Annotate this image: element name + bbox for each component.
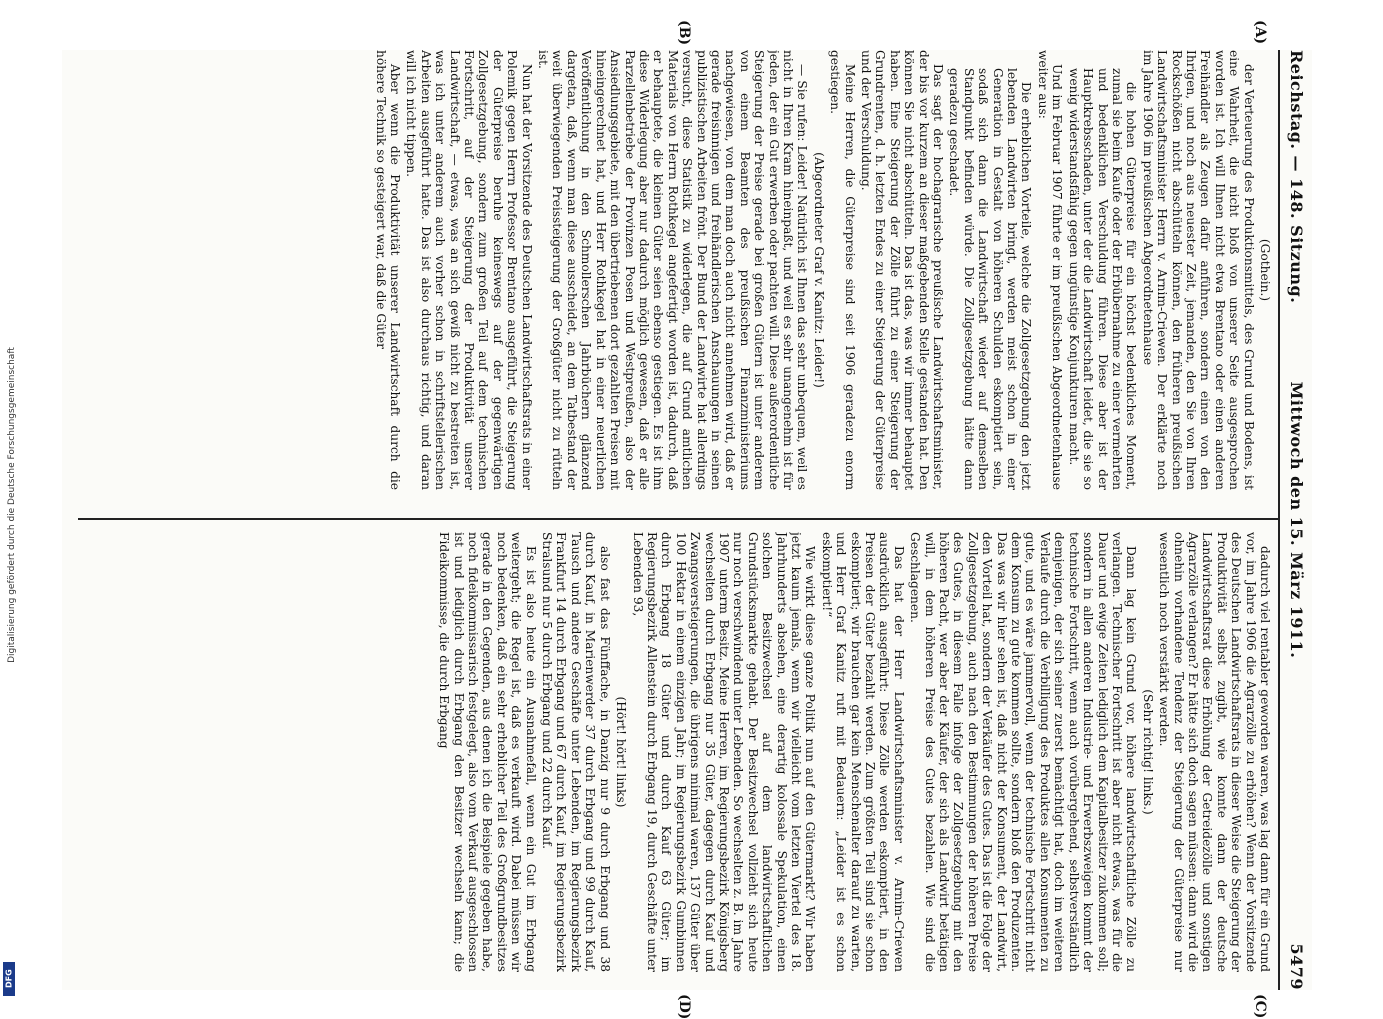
paragraph: Es ist also heute ein Ausnahmefall, wenn ein Gut im Erbgang weitergeht; die Regel ist, daß es verkauft wird. Dabei müssen wir noch bedenken, daß ein sehr erheblicher Teil des Großgrundbesitzes gerade in den Gegenden, aus denen ich die Beispiele gegeben habe, noch fideikommissarisch festgelegt, also vom Verkauf ausgeschlossen ist und lediglich durch Erbgang den Besitzer wechseln kann; die Fideikommisse, die durch Erbgang xyxy=(437,532,538,972)
margin-mark-b: (B) xyxy=(676,20,692,46)
header-date: Mittwoch den 15. März 1911. xyxy=(1287,381,1306,659)
paragraph: Das hat der Herr Landwirtschaftsminister v. Arnim-Criewen ausdrücklich ausgeführt: Diese Zölle werden eskomptiert, in den Preisen der Güter bezahlt werden. Zum größten Teil sind sie schon eskomptiert; wir brauchen gar kein Menschenalter darauf zu warten, und Herr Graf Kanitz ruft mit Bedauern: „Leider ist es schon eskomptiert!“ xyxy=(819,532,906,972)
margin-mark-c: (C) xyxy=(1252,994,1268,1019)
paragraph: Das sagt der hochagrarische preußische Landwirtschaftsminister, der bis vor kurzem an dieser maßgebenden Stelle gestanden hat. Den können Sie nicht abschütteln. Das ist das, was wir immer behauptet haben. Eine Steigerung der Zölle führt zu einer Steigerung der Grundrenten, d. h. letzten Endes zu einer Steigerung der Güterpreise und der Verschuldung. xyxy=(859,50,946,490)
margin-mark-d: (D) xyxy=(676,994,692,1019)
margin-mark-a: (A) xyxy=(1252,20,1268,45)
page-number: 5479 xyxy=(1287,943,1306,990)
paragraph: Die erheblichen Vorteile, welche die Zollgesetzgebung den jetzt lebenden Landwirten bringt, werden meist schon in einer Generation in Gestalt von höheren Schulden eskomptiert sein, sodaß sich dann die Landwirtschaft wieder auf demselben Standpunkt befinden würde. Die Zollgesetzgebung hätte dann geradezu geschadet. xyxy=(947,68,1034,490)
paragraph: die hohen Güterpreise für ein höchst bedenkliches Moment, zumal sie beim Kaufe oder der Erbübernahme zu einer vermehrten und bedenklichen Verschuldung führen. Diese aber ist der Hauptkrebsschaden, unter der die Landwirtschaft leidet, die sie so wenig widerstandsfähig gegen ungünstige Konjunkturen macht. xyxy=(1066,68,1139,490)
left-text-column xyxy=(82,50,1272,490)
page-header xyxy=(1278,50,1312,990)
paragraph: (Sehr richtig! links.) xyxy=(1140,689,1155,815)
paragraph: Nun hat der Vorsitzende des Deutschen Landwirtschaftsrats in einer Polemik gegen Herrn Professor Brentano ausgeführt, die Steigerung der Güterpreise beruhe keineswegs auf der gegenwärtigen Zollgesetzgebung, sondern zum großen Teil auf dem technischen Fortschritt, auf der Steigerung der Produktivität unserer Landwirtschaft, — etwas, was an sich gewiß nicht zu bestreiten ist, was ich unter anderem auch vorher schon in schriftstellerischen Arbeiten ausgeführt hatte. Das ist also durchaus richtig, und daran will ich nicht tippen. xyxy=(404,50,534,490)
paragraph: dadurch viel rentabler geworden waren, was lag dann für ein Grund vor, im Jahre 1906 die Agrarzölle zu erhöhen? Wenn der Vorsitzende des Deutschen Landwirtschaftsrats in dieser Weise die Steigerung der Produktivität selbst zugibt, wie konnte dann der deutsche Landwirtschaftsrat diese Erhöhung der Getreidezölle und sonstigen Agrarzölle verlangen? Er hätte sich doch sagen müssen: dann wird die ohnehin vorhandene Tendenz der Steigerung der Güterpreise nur wesentlich noch verstärkt werden. xyxy=(1157,532,1272,972)
header-left: Reichstag. — 148. Sitzung. xyxy=(1287,50,1306,304)
right-text-column xyxy=(82,532,1272,972)
paragraph: also fast das Fünffache, in Danzig nur 9 durch Erbgang und 38 durch Kauf, in Marienwerder 37 durch Erbgang und 99 durch Kauf, Tausch und andere Geschäfte unter Lebenden, im Regierungsbezirk Frankfurt 14 durch Erbgang und 67 durch Kauf, im Regierungsbezirk Stralsund nur 5 durch Erbgang und 22 durch Kauf. xyxy=(540,532,612,972)
paragraph: der Verteuerung des Produktionsmittels, des Grund und Bodens, ist eine Wahrheit, die nicht bloß von unserer Seite ausgesprochen worden ist. Ich will Ihnen nicht etwa Brentano oder einen anderen Freihändler als Zeugen dafür anführen, sondern einen von den Ihrigen, und noch aus neuester Zeit, jemanden, den Sie von Ihren Rockschößen nicht abschütteln können, den früheren preußischen Landwirtschaftsminister Herrn v. Arnim-Criewen. Der erklärte noch im Jahre 1906 im preußischen Abgeordnetenhause xyxy=(1140,50,1256,490)
paragraph: (Hört! hört! links) xyxy=(614,696,629,808)
paragraph: Dann lag kein Grund vor, höhere landwirtschaftliche Zölle zu verlangen. Technischer Fortschritt ist aber nicht etwas, was für die Dauer und ewige Zeiten lediglich dem Kapitalbesitzer zukommen soll; sondern in allen anderen Industrie- und Erwerbszweigen kommt der technische Fortschritt, wenn auch vorübergehend, selbstverständlich demjenigen, der sich seiner zuerst bemächtigt hat, doch im weiteren Verlaufe durch die Verbilligung des Produktes allen Konsumenten zu gute, und es wäre jammervoll, wenn der technische Fortschritt nicht dem Konsum zu gute kommen sollte, sondern bloß den Produzenten. Das was wir hier sehen ist, daß nicht der Konsument, der Landwirt, den Vorteil hat, sondern der Verkäufer des Gutes. Das ist die Folge der Zollgesetzgebung, auch nach den Bestimmungen der höheren Preise des Gutes, in diesem Falle infolge der Zollgesetzgebung mit den höheren Pacht, wer aber der Käufer, der sich als Landwirt betätigen will, in dem höheren Preise des Gutes bezahlen. Wie sind die Geschlagenen. xyxy=(908,532,1139,972)
paragraph: Aber wenn die Produktivität unserer Landwirtschaft durch die höhere Technik so gesteigert war, daß die Güter xyxy=(373,50,403,490)
rotated-document-page xyxy=(62,20,1312,1019)
column-divider xyxy=(78,518,1278,520)
paragraph: Und im Februar 1907 führte er im preußischen Abgeordnetenhause weiter aus: xyxy=(1035,50,1065,490)
paragraph: (Abgeordneter Graf v. Kanitz: Leider!) xyxy=(811,152,826,388)
paragraph: (Gothein.) xyxy=(1258,238,1272,302)
paragraph: Wie wirkt diese ganze Politik nun auf den Gütermarkt? Wir haben jetzt kaum jemals, wenn wir vielleicht vom letzten Viertel des 18. Jahrhunderts absehen, eine derartig kolossale Spekulation, einen solchen Besitzwechsel auf dem landwirtschaftlichen Grundstücksmarkte gehabt. Der Besitzwechsel vollzieht sich heute nur noch verschwindend unter Lebenden. So wechselten z. B. im Jahre 1907 unterm Besitz. Meine Herren, im Regierungsbezirk Königsberg wechselten durch Erbgang nur 35 Güter, dagegen durch Kauf und Zwangsversteigerungen, die übrigens minimal waren, 137 Güter über 100 Hektar in einem einzigen Jahr; im Regierungsbezirk Gumbinnen durch Erbgang 18 Güter und durch Kauf 63 Güter; im Regierungsbezirk Allenstein durch Erbgang 19, durch Geschäfte unter Lebenden 93, xyxy=(630,532,818,972)
paragraph: — Sie rufen: Leider! Natürlich ist Ihnen das sehr unbequem, weil es nicht in Ihren Kram hineinpaßt, und weil es sehr unangenehm ist für jeden, der ein Gut erwerben oder pachten will. Diese außerordentliche Steigerung der Preise gerade bei großen Gütern ist unter anderem von einem Beamten des preußischen Finanzministeriums nachgewiesen, von dem man doch auch nicht annehmen wird, daß er gerade freisinnigen und freihändlerischen Anschauungen in seinen publizistischen Arbeiten frönt. Der Bund der Landwirte hat allerdings versucht, diese Statistik zu widerlegen, die auf Grund amtlichen Materials von Herrn Rothkegel angefertigt worden ist, dadurch, daß er behauptete, die kleinen Güter seien ebenso gestiegen. Es ist ihm diese Widerlegung aber nur dadurch möglich gewesen, daß er alle Parzellenbetriebe der Provinzen Posen und Westpreußen, also der Ansiedlungsgebiete, mit den übertriebenen dort gezahlten Preisen mit hineingerechnet hat, und Herr Rothkegel hat in einer neuerlichen Veröffentlichung in den Schmollerschen Jahrbüchern glänzend dargetan, daß, wenn man diese ausscheidet, an dem Tatbestand der weit überwiegenden Preissteigerung der Großgüter nicht zu rütteln ist. xyxy=(536,50,810,490)
dfg-logo: DFG xyxy=(3,962,15,996)
footer-bar xyxy=(2,0,18,1000)
paragraph: Meine Herren, die Güterpreise sind seit 1906 geradezu enorm gestiegen. xyxy=(828,50,857,490)
funding-notice: Digitalisierung gefördert durch die Deutsche Forschungsgemeinschaft xyxy=(7,347,17,663)
